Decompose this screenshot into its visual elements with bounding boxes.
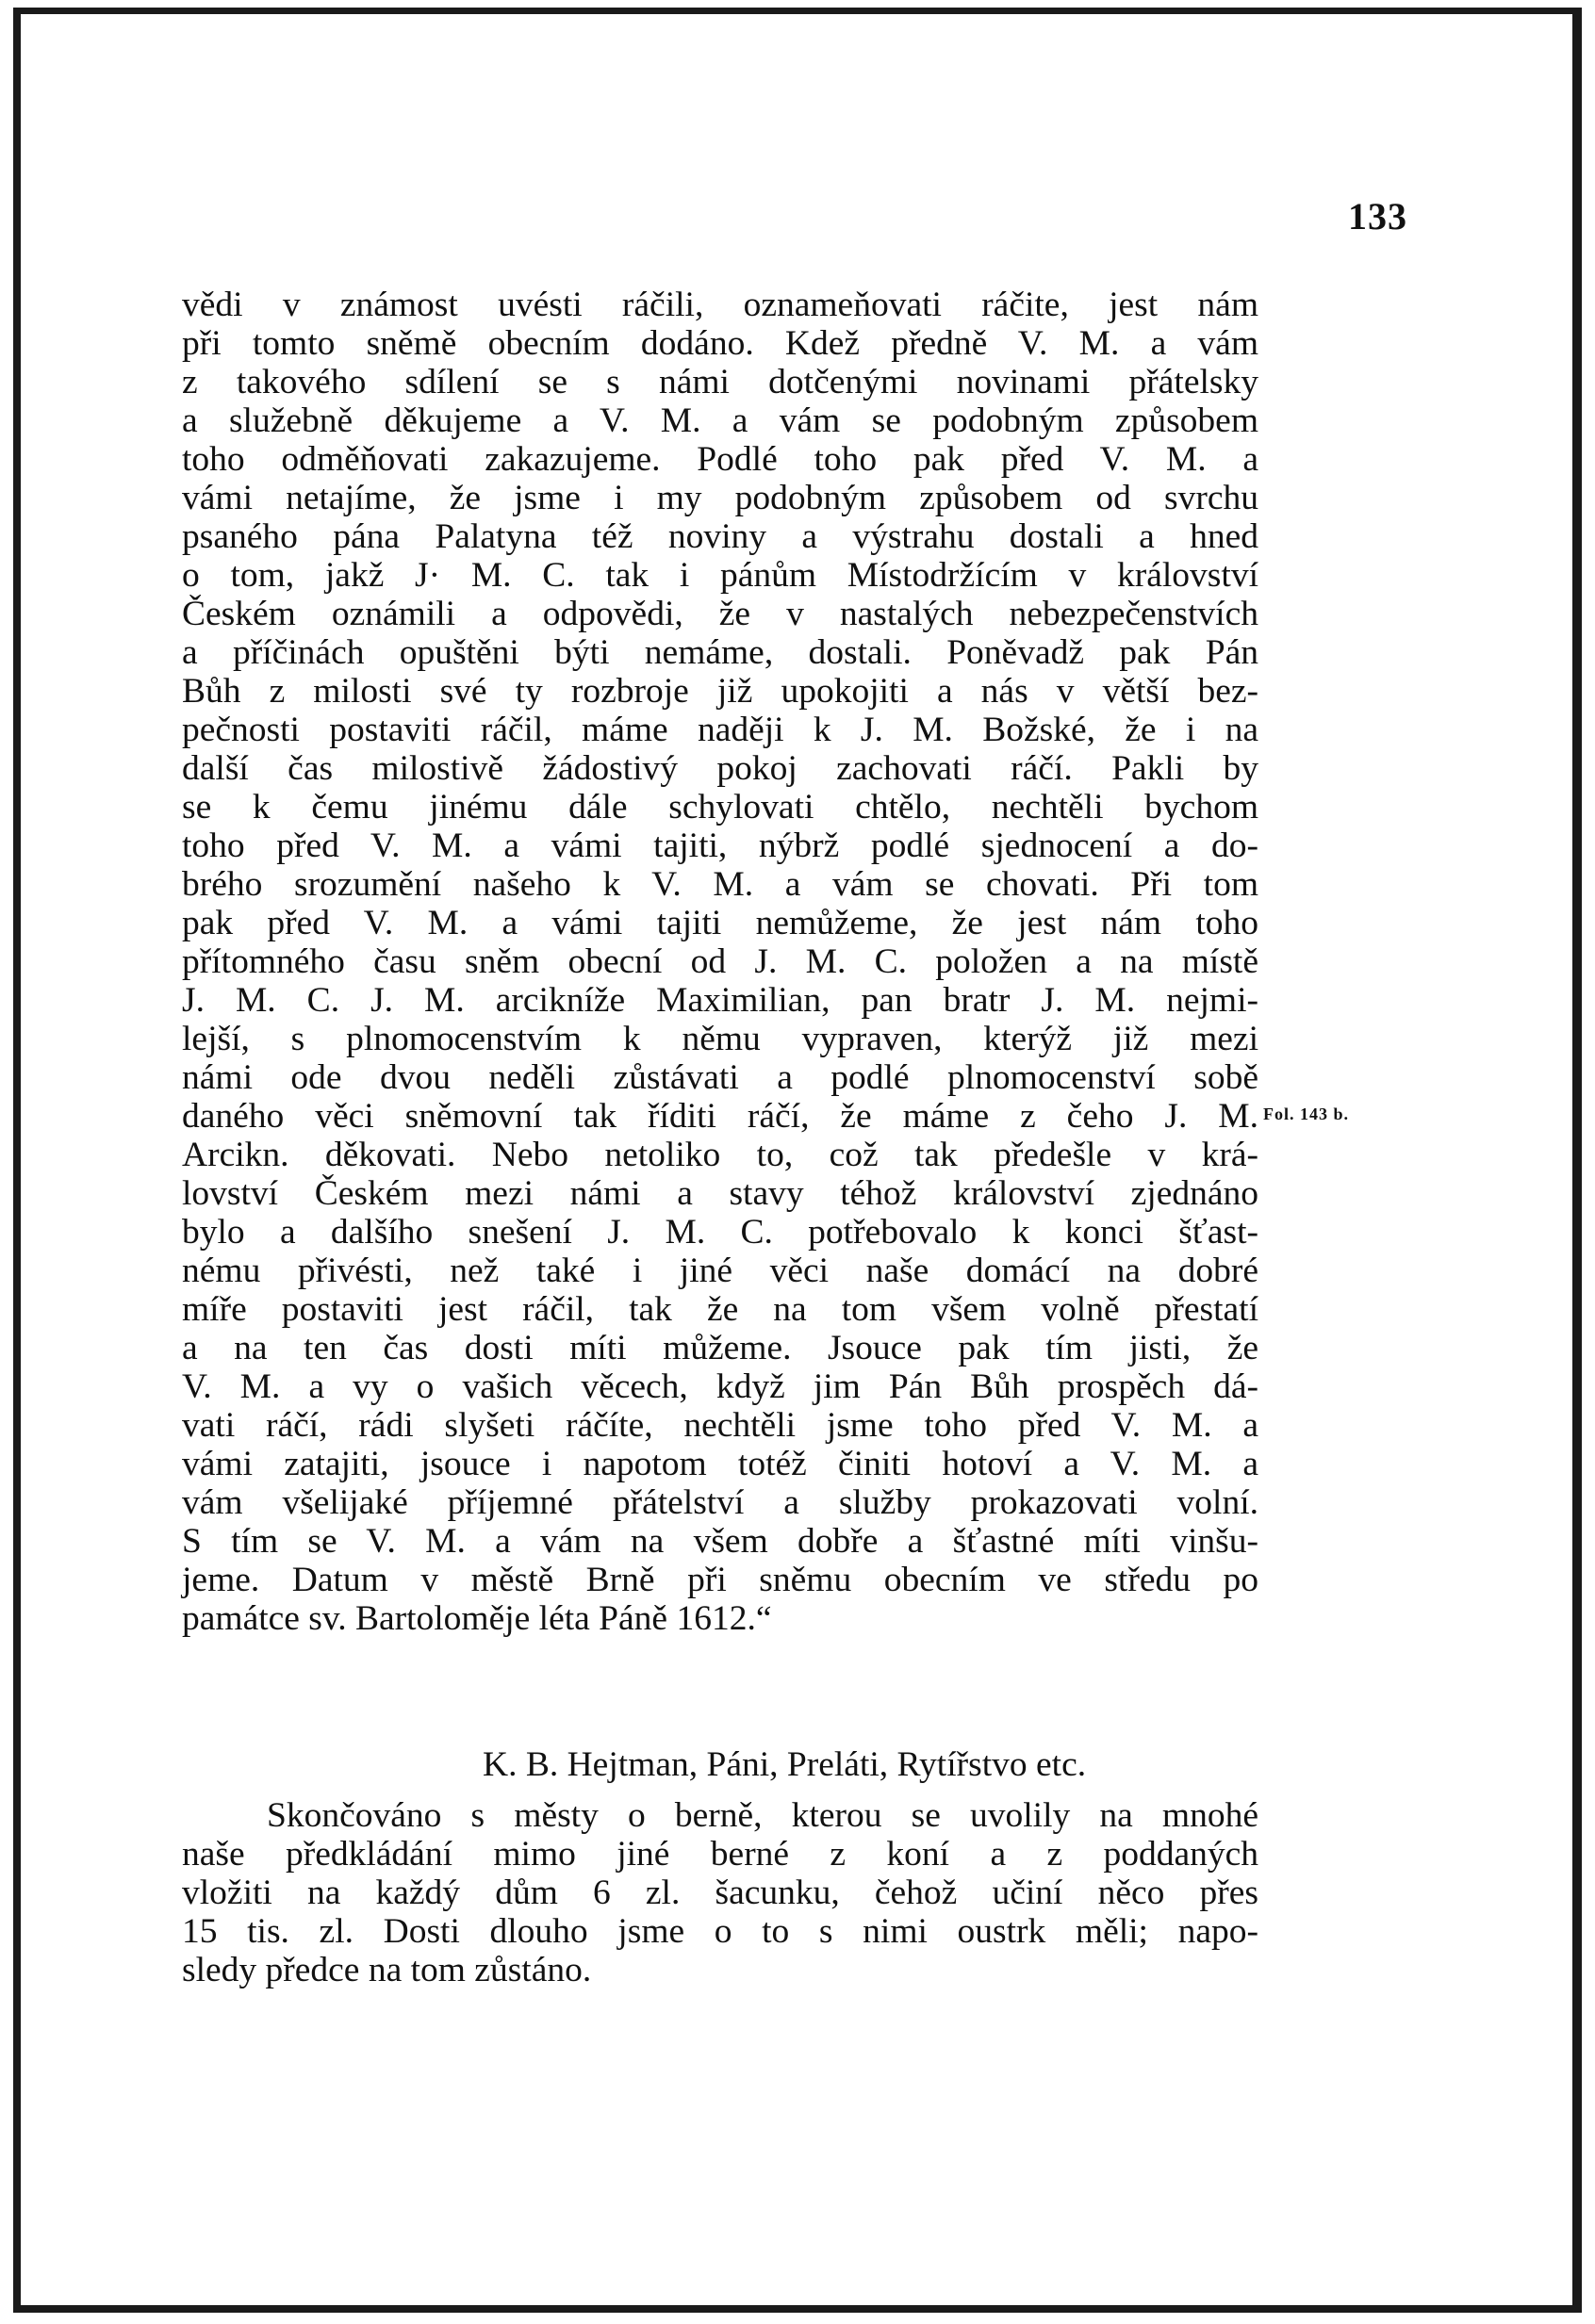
text-line: pak před V. M. a vámi tajiti nemůžeme, že jest nám toho — [182, 904, 1258, 942]
text-line: vati ráčí, rádi slyšeti ráčíte, nechtěli jsme toho před V. M. a — [182, 1406, 1258, 1445]
text-line: z takového sdílení se s námi dotčenými novinami přátelsky — [182, 363, 1258, 401]
closing-paragraph — [182, 1796, 1258, 1989]
text-line: památce sv. Bartoloměje léta Páně 1612.“ — [182, 1599, 772, 1638]
text-line: vám všelijaké příjemné přátelství a služby prokazovati volní. — [182, 1483, 1258, 1522]
text-line: brého srozumění našeho k V. M. a vám se chovati. Při tom — [182, 865, 1258, 904]
text-line: o tom, jakž J· M. C. tak i pánům Místodržícím v království — [182, 556, 1258, 595]
text-line: Arcikn. děkovati. Nebo netoliko to, což tak předešle v krá- — [182, 1136, 1258, 1174]
text-line: nému přivésti, než také i jiné věci naše domácí na dobré — [182, 1252, 1258, 1290]
page-number: 133 — [1348, 195, 1407, 237]
text-line: lovství Českém mezi námi a stavy téhož království zjednáno — [182, 1174, 1258, 1213]
text-line: J. M. C. J. M. arcikníže Maximilian, pan bratr J. M. nejmi- — [182, 981, 1258, 1020]
text-line: a služebně děkujeme a V. M. a vám se podobným způsobem — [182, 401, 1258, 440]
scan-edge-left — [13, 9, 21, 2309]
text-line: jeme. Datum v městě Brně při sněmu obecním ve středu po — [182, 1561, 1258, 1599]
text-line: bylo a dalšího snešení J. M. C. potřebovalo k konci šťast- — [182, 1213, 1258, 1252]
text-line: další čas milostivě žádostivý pokoj zachovati ráčí. Pakli by — [182, 749, 1258, 788]
text-line: psaného pána Palatyna též noviny a výstrahu dostali a hned — [182, 517, 1258, 556]
text-line: S tím se V. M. a vám na všem dobře a šťastné míti vinšu- — [182, 1522, 1258, 1561]
text-line: V. M. a vy o vašich věcech, když jim Pán Bůh prospěch dá- — [182, 1367, 1258, 1406]
text-line: sledy předce na tom zůstáno. — [182, 1951, 592, 1989]
letter-paragraph — [182, 286, 1258, 1638]
text-line: Bůh z milosti své ty rozbroje již upokojiti a nás v větší bez- — [182, 672, 1258, 711]
text-line: Skončováno s městy o berně, kterou se uvolily na mnohé — [267, 1796, 1258, 1835]
text-line: Českém oznámili a odpovědi, že v nastalých nebezpečenstvích — [182, 595, 1258, 633]
scan-edge-right — [1572, 8, 1582, 2313]
text-line: a příčinách opuštěni býti nemáme, dostali. Poněvadž pak Pán — [182, 633, 1258, 672]
text-line: lejší, s plnomocenstvím k němu vypraven, kterýž již mezi — [182, 1020, 1258, 1058]
scan-edge-top — [13, 8, 1580, 14]
text-line: daného věci sněmovní tak říditi ráčí, že máme z čeho J. M. — [182, 1097, 1258, 1136]
text-line: vědi v známost uvésti ráčili, oznameňovati ráčite, jest nám — [182, 286, 1258, 324]
text-line: vámi netajíme, že jsme i my podobným způsobem od svrchu — [182, 479, 1258, 517]
text-line: vložiti na každý dům 6 zl. šacunku, čehož učiní něco přes — [182, 1874, 1258, 1912]
text-line: vámi zatajiti, jsouce i napotom totéž činiti hotoví a V. M. a — [182, 1445, 1258, 1483]
text-line: pečnosti postaviti ráčil, máme naději k J. M. Božské, že i na — [182, 711, 1258, 749]
text-line: naše předkládání mimo jiné berné z koní a z poddaných — [182, 1835, 1258, 1874]
text-line: při tomto sněmě obecním dodáno. Kdež předně V. M. a vám — [182, 324, 1258, 363]
text-line: toho odměňovati zakazujeme. Podlé toho pak před V. M. a — [182, 440, 1258, 479]
text-line: a na ten čas dosti míti můžeme. Jsouce pak tím jisti, že — [182, 1329, 1258, 1367]
text-line: námi ode dvou neděli zůstávati a podlé plnomocenství sobě — [182, 1058, 1258, 1097]
scan-edge-bottom — [13, 2305, 1582, 2313]
text-line: se k čemu jinému dále schylovati chtělo, nechtěli bychom — [182, 788, 1258, 826]
margin-folio-note: Fol. 143 b. — [1263, 1105, 1350, 1123]
signature-line: K. B. Hejtman, Páni, Preláti, Rytířstvo etc. — [483, 1745, 1087, 1784]
text-line: toho před V. M. a vámi tajiti, nýbrž podlé sjednocení a do- — [182, 826, 1258, 865]
text-line: 15 tis. zl. Dosti dlouho jsme o to s nimi oustrk měli; napo- — [182, 1912, 1258, 1951]
text-line: přítomného času sněm obecní od J. M. C. položen a na místě — [182, 942, 1258, 981]
text-line: míře postaviti jest ráčil, tak že na tom všem volně přestatí — [182, 1290, 1258, 1329]
